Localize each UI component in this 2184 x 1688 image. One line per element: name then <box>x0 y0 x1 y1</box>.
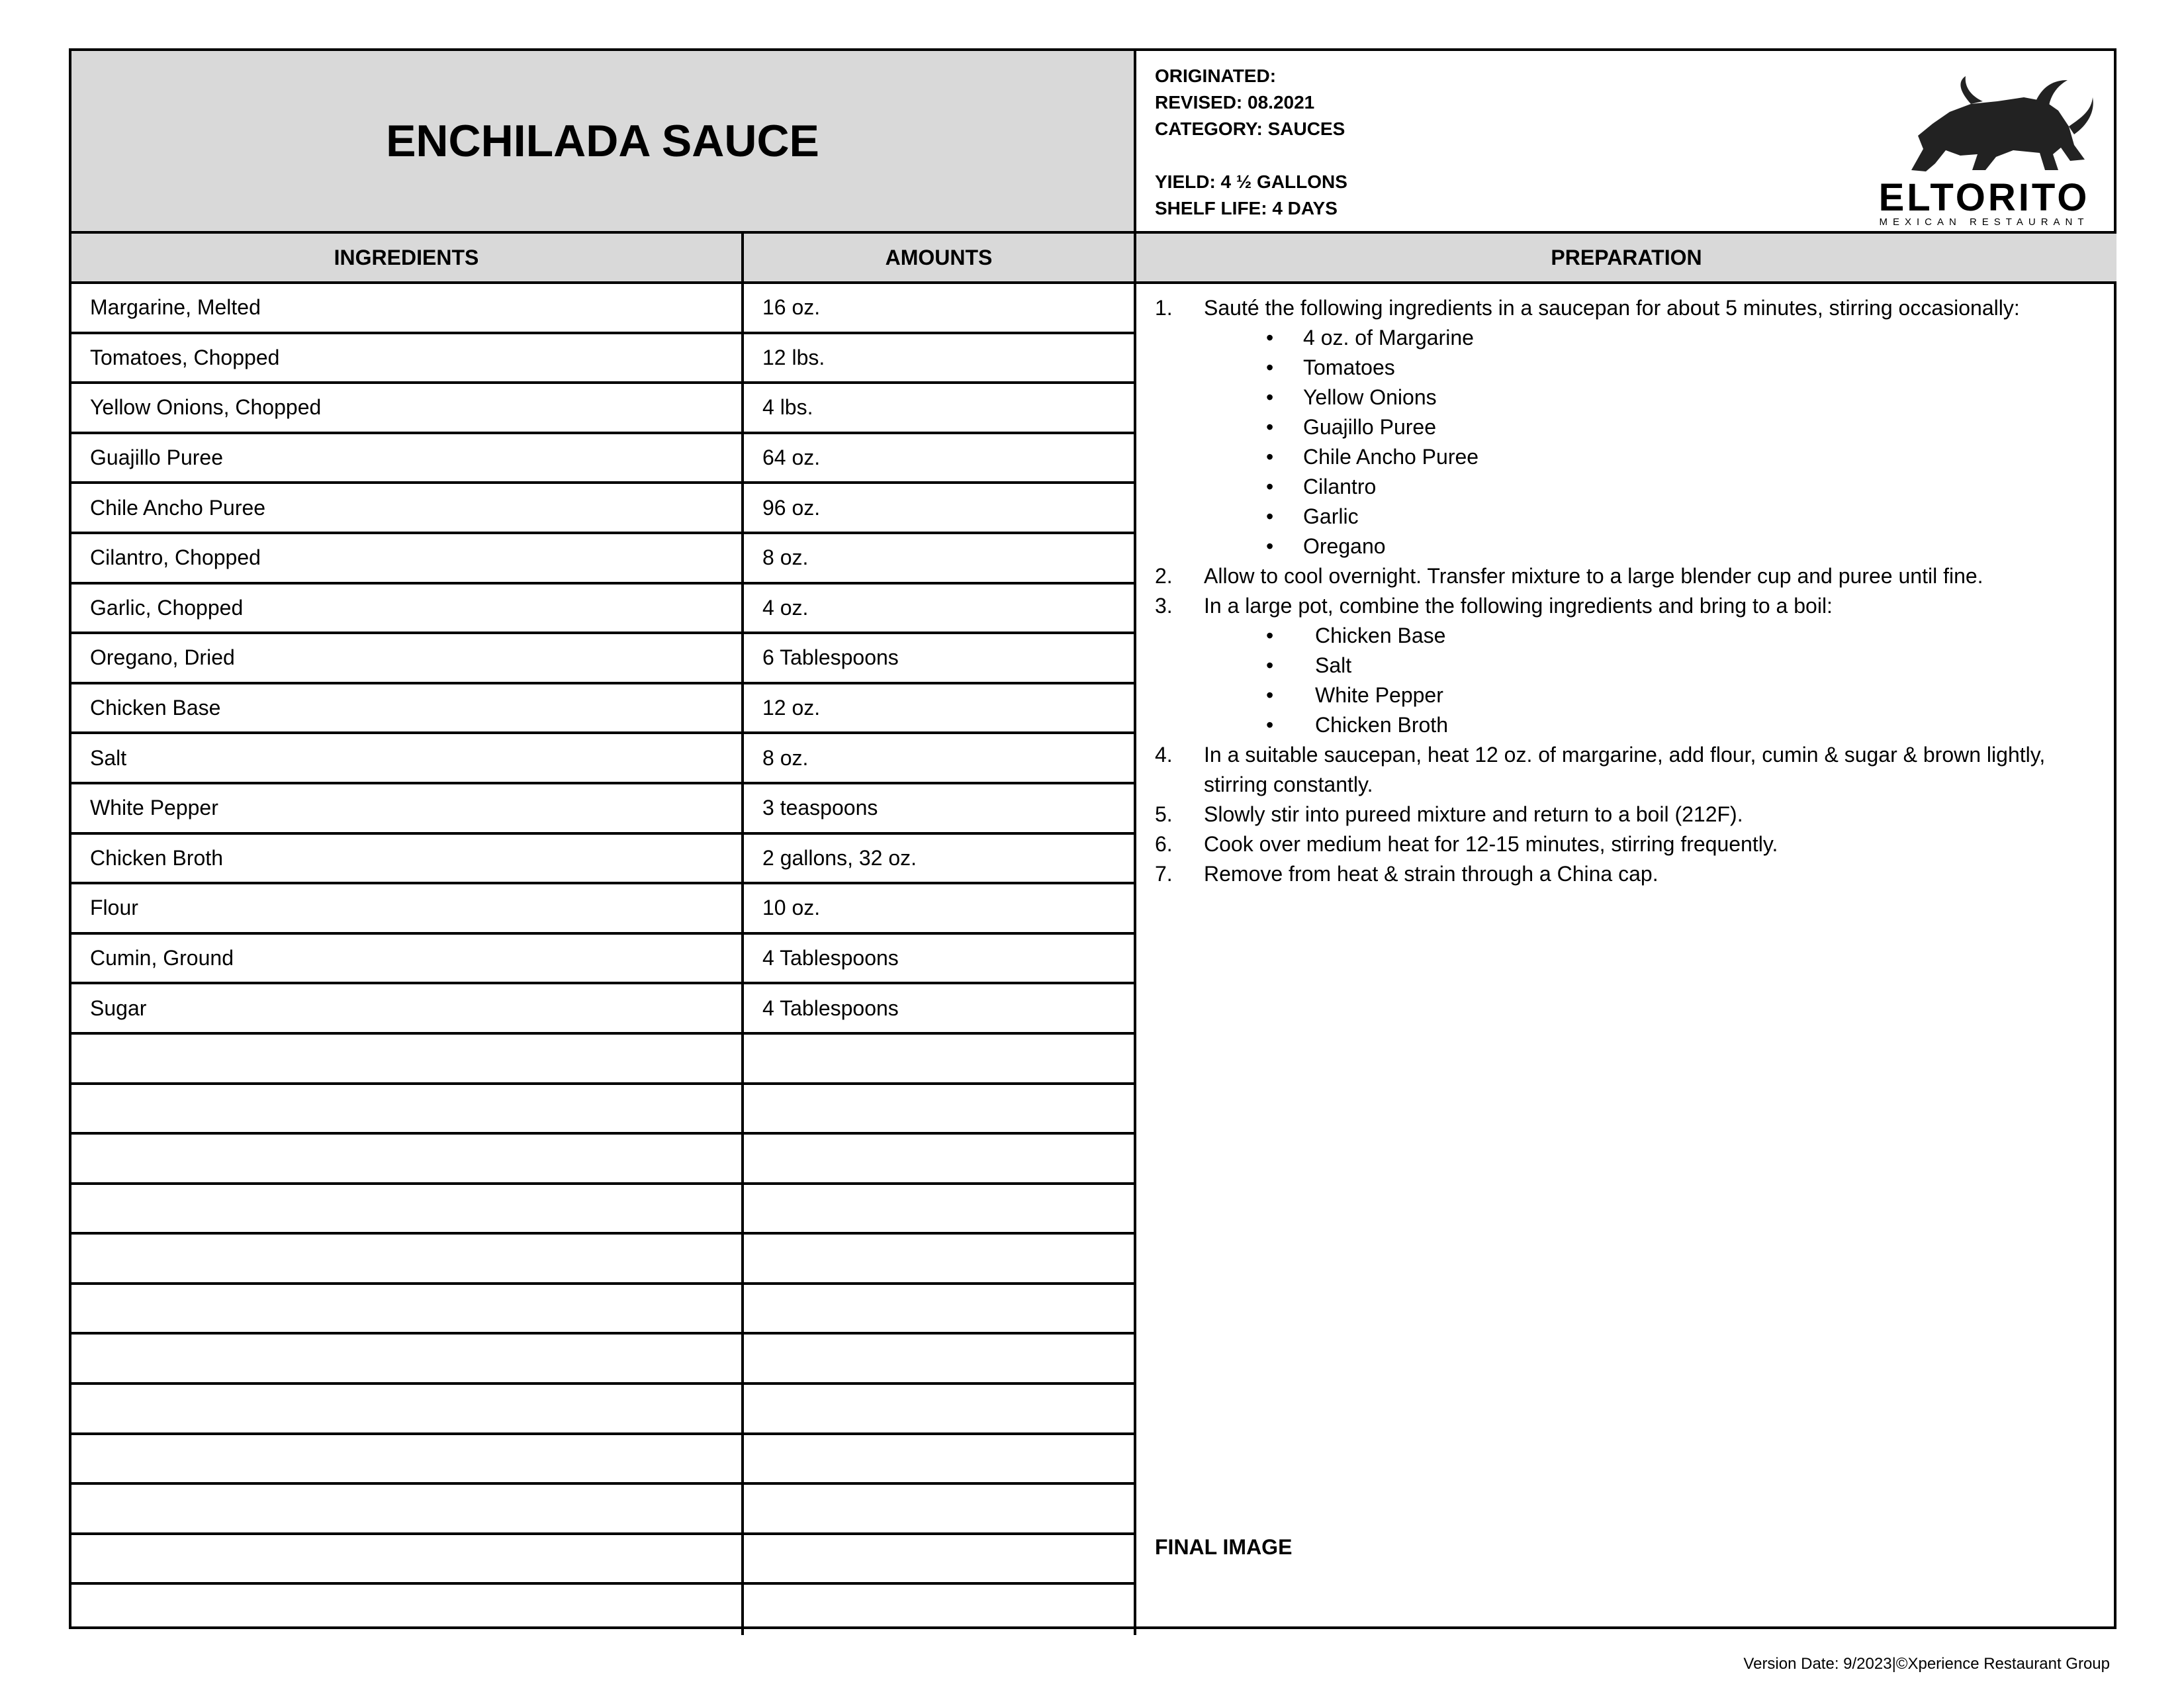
ingredient-amount: 16 oz. <box>744 284 1136 332</box>
amounts-header: AMOUNTS <box>744 234 1136 284</box>
ingredient-amount <box>744 1335 1136 1382</box>
ingredient-name <box>71 1085 744 1133</box>
step-3-ingredient-list <box>1155 621 2101 740</box>
table-row <box>71 1385 1136 1435</box>
list-item: • Chicken Base <box>1266 624 1446 647</box>
list-item: • Chicken Broth <box>1266 713 1448 737</box>
list-item: • White Pepper <box>1266 683 1443 707</box>
prep-step: 2. Allow to cool overnight. Transfer mixture to a large blender cup and puree until fine. <box>1155 564 1983 588</box>
ingredient-amount: 64 oz. <box>744 434 1136 482</box>
list-item: • Oregano <box>1266 534 1386 558</box>
shelf-life-field: SHELF LIFE: 4 DAYS <box>1155 198 1338 218</box>
preparation-header: PREPARATION <box>1136 234 2116 284</box>
table-row <box>71 835 1136 885</box>
recipe-title: ENCHILADA SAUCE <box>386 116 819 166</box>
revised-field: REVISED: 08.2021 <box>1155 92 1315 113</box>
table-row <box>71 1185 1136 1235</box>
ingredient-name <box>71 1435 744 1483</box>
ingredient-amount: 6 Tablespoons <box>744 634 1136 682</box>
prep-step: 1. Sauté the following ingredients in a saucepan for about 5 minutes, stirring occasionally: • 4 oz. of Margarine • Tomatoes • Yellow Onions • Guajillo Puree • Chile Ancho Puree • Cilantro • Garlic • Oregano <box>1155 293 2101 561</box>
version-footer: Version Date: 9/2023|©Xperience Restaurant Group <box>1743 1655 2110 1673</box>
prep-step: 5. Slowly stir into pureed mixture and return to a boil (212F). <box>1155 802 1743 826</box>
ingredient-name: Flour <box>71 884 744 932</box>
table-row <box>71 684 1136 735</box>
ingredient-amount <box>744 1235 1136 1282</box>
list-item: • Chile Ancho Puree <box>1266 445 1479 469</box>
ingredient-amount <box>744 1485 1136 1532</box>
list-item: • 4 oz. of Margarine <box>1266 326 1474 350</box>
list-item: • Garlic <box>1266 504 1359 528</box>
ingredient-amount: 12 lbs. <box>744 334 1136 382</box>
el-torito-logo <box>1872 71 2097 228</box>
ingredient-amount <box>744 1185 1136 1233</box>
recipe-card <box>69 48 2116 1629</box>
table-row <box>71 1335 1136 1385</box>
ingredient-amount <box>744 1135 1136 1182</box>
ingredient-name <box>71 1285 744 1333</box>
ingredient-amount: 12 oz. <box>744 684 1136 732</box>
final-image-label: FINAL IMAGE <box>1155 1535 1293 1559</box>
ingredient-name <box>71 1135 744 1182</box>
table-row <box>71 384 1136 434</box>
prep-step: 3. In a large pot, combine the following ingredients and bring to a boil: • Chicken Base • Salt • White Pepper • Chicken Broth <box>1155 591 2101 740</box>
table-row <box>71 334 1136 385</box>
recipe-meta-panel <box>1136 51 2116 234</box>
ingredient-amount <box>744 1535 1136 1583</box>
list-item: • Guajillo Puree <box>1266 415 1436 439</box>
table-row <box>71 634 1136 684</box>
ingredient-amount <box>744 1385 1136 1432</box>
table-row <box>71 984 1136 1035</box>
table-row <box>71 784 1136 835</box>
ingredient-amount: 4 lbs. <box>744 384 1136 432</box>
ingredients-header: INGREDIENTS <box>71 234 744 284</box>
bull-icon <box>1872 71 2097 177</box>
ingredient-amount: 4 Tablespoons <box>744 935 1136 982</box>
ingredient-name: Oregano, Dried <box>71 634 744 682</box>
ingredient-amount <box>744 1585 1136 1635</box>
table-row <box>71 1235 1136 1285</box>
ingredient-amount: 96 oz. <box>744 484 1136 532</box>
table-row <box>71 1085 1136 1135</box>
table-row <box>71 434 1136 485</box>
ingredient-name <box>71 1385 744 1432</box>
prep-step: 6. Cook over medium heat for 12-15 minutes, stirring frequently. <box>1155 832 1778 856</box>
prep-step: 4. In a suitable saucepan, heat 12 oz. of margarine, add flour, cumin & sugar & brown lightly, stirring constantly. <box>1155 743 2046 796</box>
ingredient-amount <box>744 1035 1136 1082</box>
ingredient-name: Cumin, Ground <box>71 935 744 982</box>
title-panel <box>71 51 1136 234</box>
table-row <box>71 1485 1136 1535</box>
table-row <box>71 734 1136 784</box>
ingredient-name: Margarine, Melted <box>71 284 744 332</box>
table-row <box>71 534 1136 585</box>
ingredient-name: Sugar <box>71 984 744 1032</box>
ingredient-amount: 3 teaspoons <box>744 784 1136 832</box>
ingredient-name: Salt <box>71 734 744 782</box>
ingredient-amount <box>744 1435 1136 1483</box>
table-row <box>71 884 1136 935</box>
ingredient-name: Tomatoes, Chopped <box>71 334 744 382</box>
table-row <box>71 1435 1136 1485</box>
ingredient-amount: 8 oz. <box>744 734 1136 782</box>
ingredient-name <box>71 1335 744 1382</box>
step-1-ingredient-list <box>1155 323 2101 561</box>
list-item: • Salt <box>1266 653 1352 677</box>
ingredient-amount: 4 Tablespoons <box>744 984 1136 1032</box>
ingredient-amount: 8 oz. <box>744 534 1136 582</box>
ingredient-name <box>71 1535 744 1583</box>
ingredient-amount <box>744 1085 1136 1133</box>
table-row <box>71 484 1136 534</box>
originated-field: ORIGINATED: <box>1155 66 1277 86</box>
yield-field: YIELD: 4 ½ GALLONS <box>1155 171 1347 192</box>
preparation-panel <box>1136 284 2116 1629</box>
preparation-steps <box>1155 293 2101 889</box>
table-row <box>71 1535 1136 1585</box>
ingredient-amount: 10 oz. <box>744 884 1136 932</box>
category-field: CATEGORY: SAUCES <box>1155 118 1345 139</box>
ingredient-name: Cilantro, Chopped <box>71 534 744 582</box>
table-row <box>71 1135 1136 1185</box>
table-row <box>71 1035 1136 1085</box>
ingredient-name: Garlic, Chopped <box>71 585 744 632</box>
ingredient-amount <box>744 1285 1136 1333</box>
table-row <box>71 935 1136 985</box>
ingredient-name <box>71 1485 744 1532</box>
table-row <box>71 585 1136 635</box>
table-row <box>71 1285 1136 1335</box>
ingredient-name <box>71 1585 744 1635</box>
ingredient-name: White Pepper <box>71 784 744 832</box>
ingredient-amount: 2 gallons, 32 oz. <box>744 835 1136 882</box>
table-row <box>71 284 1136 334</box>
table-row <box>71 1585 1136 1635</box>
ingredient-name: Yellow Onions, Chopped <box>71 384 744 432</box>
ingredient-amount: 4 oz. <box>744 585 1136 632</box>
prep-step: 7. Remove from heat & strain through a China cap. <box>1155 862 1659 886</box>
recipe-meta <box>1155 63 1347 222</box>
ingredient-name <box>71 1235 744 1282</box>
ingredient-name: Chicken Broth <box>71 835 744 882</box>
ingredient-name: Chicken Base <box>71 684 744 732</box>
ingredient-name: Guajillo Puree <box>71 434 744 482</box>
list-item: • Cilantro <box>1266 475 1377 498</box>
logo-tagline: MEXICAN RESTAURANT <box>1879 216 2089 228</box>
ingredient-name: Chile Ancho Puree <box>71 484 744 532</box>
logo-wordmark: ELTORITO <box>1878 176 2090 219</box>
ingredient-name <box>71 1185 744 1233</box>
ingredient-name <box>71 1035 744 1082</box>
ingredients-table <box>71 284 1136 1635</box>
list-item: • Tomatoes <box>1266 355 1395 379</box>
list-item: • Yellow Onions <box>1266 385 1437 409</box>
